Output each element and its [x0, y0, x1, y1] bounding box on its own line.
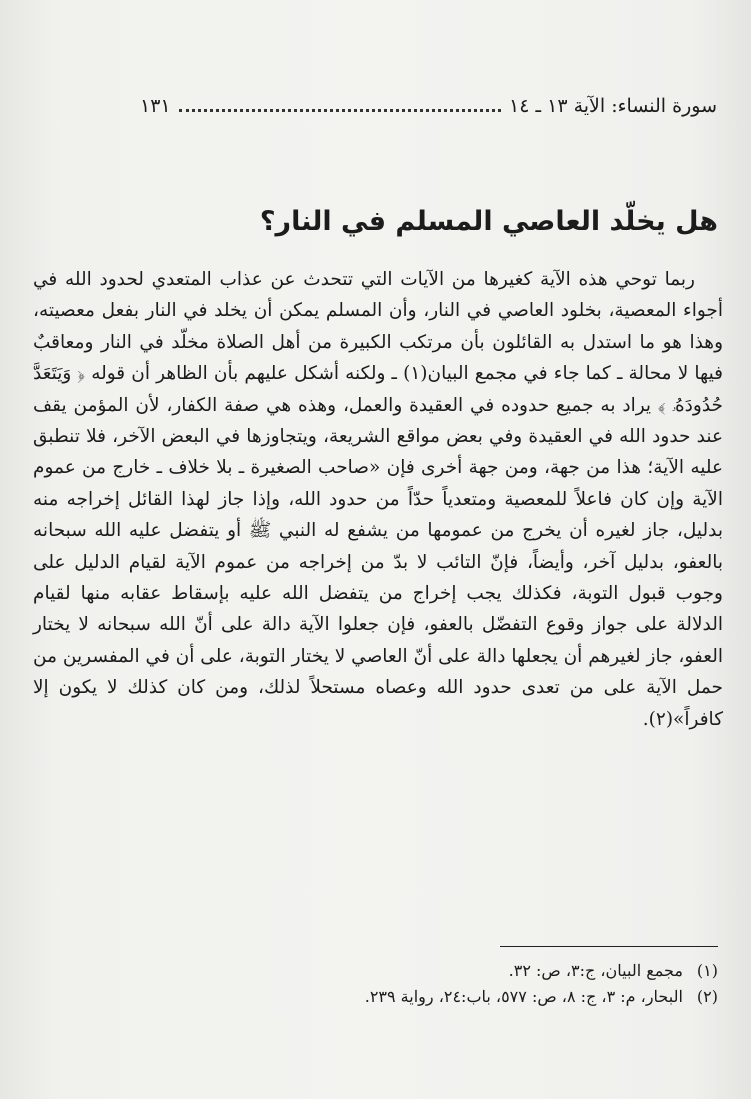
- body-text: [33, 264, 723, 735]
- paragraph: ربما توحي هذه الآية كغيرها من الآيات التي تتحدث عن عذاب المتعدي لحدود الله في أجواء المعصية، بخلود العاصي في النار، وأن المسلم يمكن أن يخلد في النار بفعل معصيته، وهذا هو ما استدل به القائلون بأن مرتكب الكبيرة من أهل الصلاة مخلّد في النار ومعاقبٌ فيها لا محالة ـ كما جاء في مجمع البيان(١) ـ ولكنه أشكل عليهم بأن الظاهر أن قوله ﴿ وَيَتَعَدَّ حُدُودَهُۥ ﴾ يراد به جميع حدوده في العقيدة والعمل، وهذه هي صفة الكفار، لأن المؤمن يقف عند حدود الله في العقيدة وفي بعض مواقع الشريعة، ويتجاوزها في البعض الآخر، فلا تنطبق عليه الآية؛ هذا من جهة، ومن جهة أخرى فإن «صاحب الصغيرة ـ بلا خلاف ـ خارج من عموم الآية وإن كان فاعلاً للمعصية ومتعدياً حدّاً من حدود الله، وإذا جاز لهذا القائل إخراجه منه بدليل، جاز لغيره أن يخرج من عمومها من يشفع له النبي ﷺ أو يتفضل عليه الله سبحانه بالعفو، بدليل آخر، وأيضاً، فإنّ التائب لا بدّ من إخراجه من عموم الآية لقيام الدليل على وجوب قبول التوبة، فكذلك يجب إخراج من يتفضل الله عليه بإسقاط عقابه منها لقيام الدلالة على جواز وقوع التفضّل بالعفو، فإن جعلوا الآية دالة على أنّ الله سبحانه لا يختار العفو، جاز لغيرهم أن يجعلها دالة على أنّ العاصي لا يختار التوبة، على أن في المفسرين من حمل الآية على من تعدى حدود الله وعصاه مستحلاً لذلك، ومن كان كذلك لا يكون إلا كافراً»(٢).: [33, 269, 723, 730]
- section-title: هل يخلّد العاصي المسلم في النار؟: [259, 206, 718, 237]
- header-dot-leader: [179, 101, 501, 112]
- running-title: سورة النساء: الآية ١٣ ـ ١٤: [509, 95, 717, 117]
- footnotes: [28, 958, 718, 1010]
- footnote-number: (٢): [696, 987, 718, 1006]
- footnote-2: [28, 984, 718, 1010]
- footnote-1: [28, 958, 718, 984]
- footnote-rule: [500, 946, 718, 947]
- page-number: ١٣١: [140, 95, 171, 117]
- footnote-text: البحار، م: ٣، ج: ٨، ص: ٥٧٧، باب:٢٤، رواية ٢٣٩.: [364, 987, 683, 1006]
- footnote-text: مجمع البيان، ج:٣، ص: ٣٢.: [508, 961, 683, 980]
- footnote-number: (١): [696, 961, 718, 980]
- running-header: [140, 86, 717, 126]
